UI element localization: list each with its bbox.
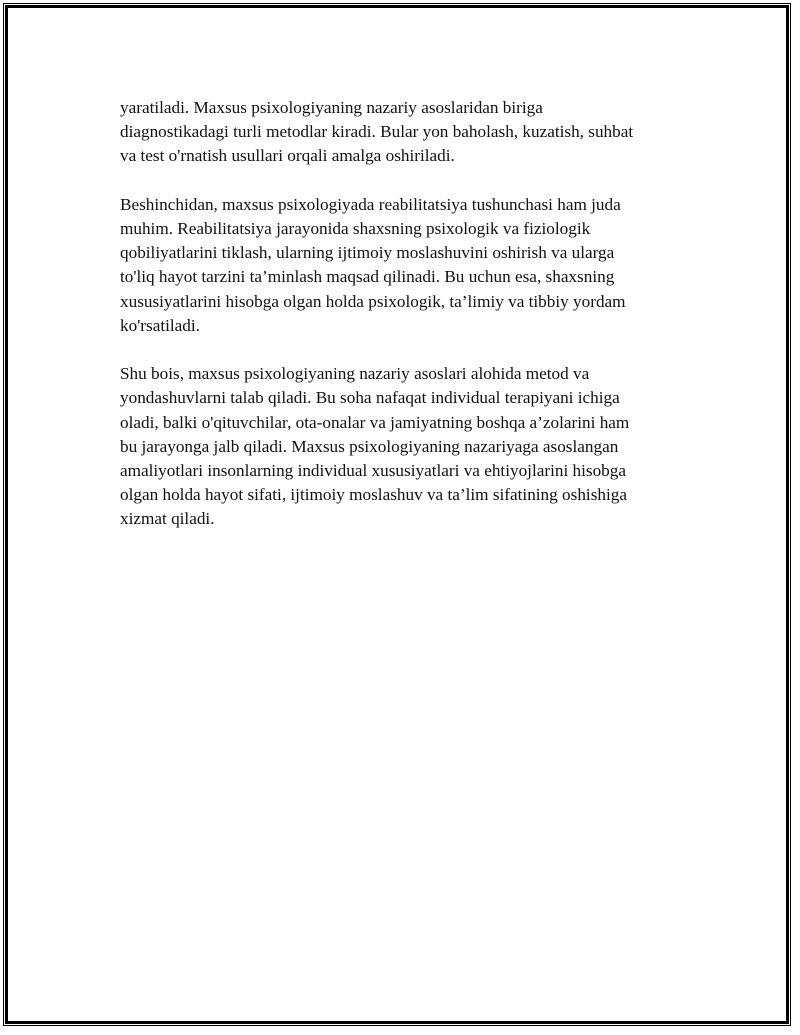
text-line: va test o'rnatish usullari orqali amalga oshiriladi. bbox=[120, 146, 455, 166]
text-line: amaliyotlari insonlarning individual xususiyatlari va ehtiyojlarini hisobga bbox=[120, 461, 626, 481]
text-line: Beshinchidan, maxsus psixologiyada reabilitatsiya tushunchasi ham juda bbox=[120, 194, 621, 214]
document-body bbox=[120, 96, 680, 556]
text-line: xizmat qiladi. bbox=[120, 509, 215, 529]
text-line: olgan holda hayot sifati, ijtimoiy moslashuv va ta’lim sifatining oshishiga bbox=[120, 485, 627, 505]
paragraph-3 bbox=[120, 362, 680, 531]
text-line: to'liq hayot tarzini ta’minlash maqsad qilinadi. Bu uchun esa, shaxsning bbox=[120, 267, 615, 287]
paragraph-1 bbox=[120, 96, 680, 169]
text-line: qobiliyatlarini tiklash, ularning ijtimoiy moslashuvini oshirish va ularga bbox=[120, 243, 615, 263]
paragraph-2 bbox=[120, 193, 680, 338]
text-line: ko'rsatiladi. bbox=[120, 315, 200, 335]
text-line: oladi, balki o'qituvchilar, ota-onalar va jamiyatning boshqa a’zolarini ham bbox=[120, 412, 630, 432]
text-line: xususiyatlarini hisobga olgan holda psixologik, ta’limiy va tibbiy yordam bbox=[120, 291, 626, 311]
text-line: bu jarayonga jalb qiladi. Maxsus psixologiyaning nazariyaga asoslangan bbox=[120, 436, 619, 456]
text-line: yaratiladi. Maxsus psixologiyaning nazariy asoslaridan biriga bbox=[120, 98, 543, 117]
text-line: yondashuvlarni talab qiladi. Bu soha nafaqat individual terapiyani ichiga bbox=[120, 388, 620, 408]
text-line: diagnostikadagi turli metodlar kiradi. Bular yon baholash, kuzatish, suhbat bbox=[120, 122, 634, 142]
document-page bbox=[3, 3, 791, 1026]
text-line: muhim. Reabilitatsiya jarayonida shaxsning psixologik va fiziologik bbox=[120, 219, 591, 238]
text-line: Shu bois, maxsus psixologiyaning nazariy asoslari alohida metod va bbox=[120, 364, 590, 384]
